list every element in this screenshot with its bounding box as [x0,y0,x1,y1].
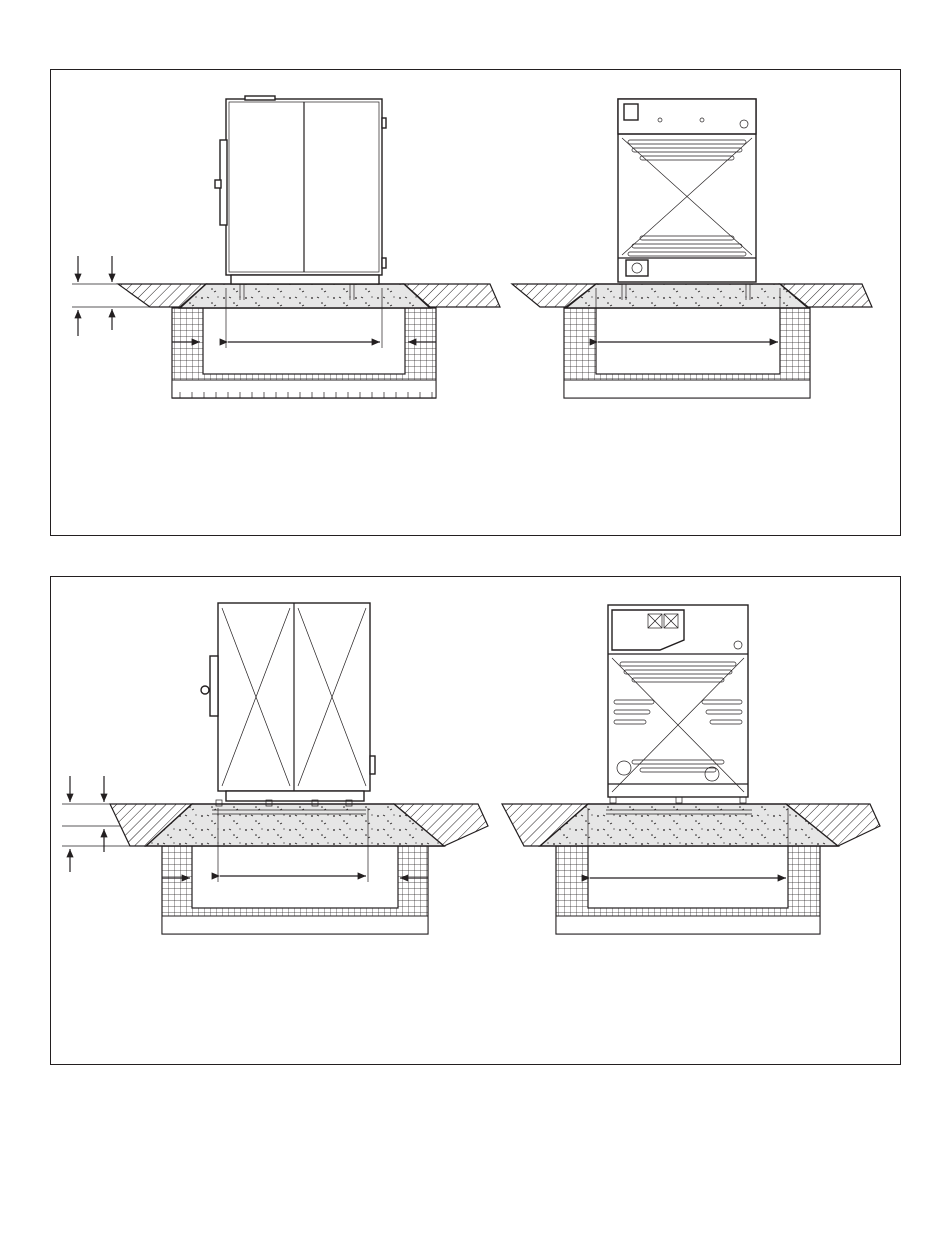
trench-cavity [588,846,788,908]
trench-cavity [596,308,780,374]
bottom-side-view [62,603,488,934]
concrete-pad [566,284,808,308]
top-front-view [512,99,872,398]
bottom-front-view [502,605,880,934]
trench-cavity [192,846,398,908]
top-side-view [72,96,500,398]
concrete-pad [180,284,430,308]
trench-cavity [203,308,405,374]
